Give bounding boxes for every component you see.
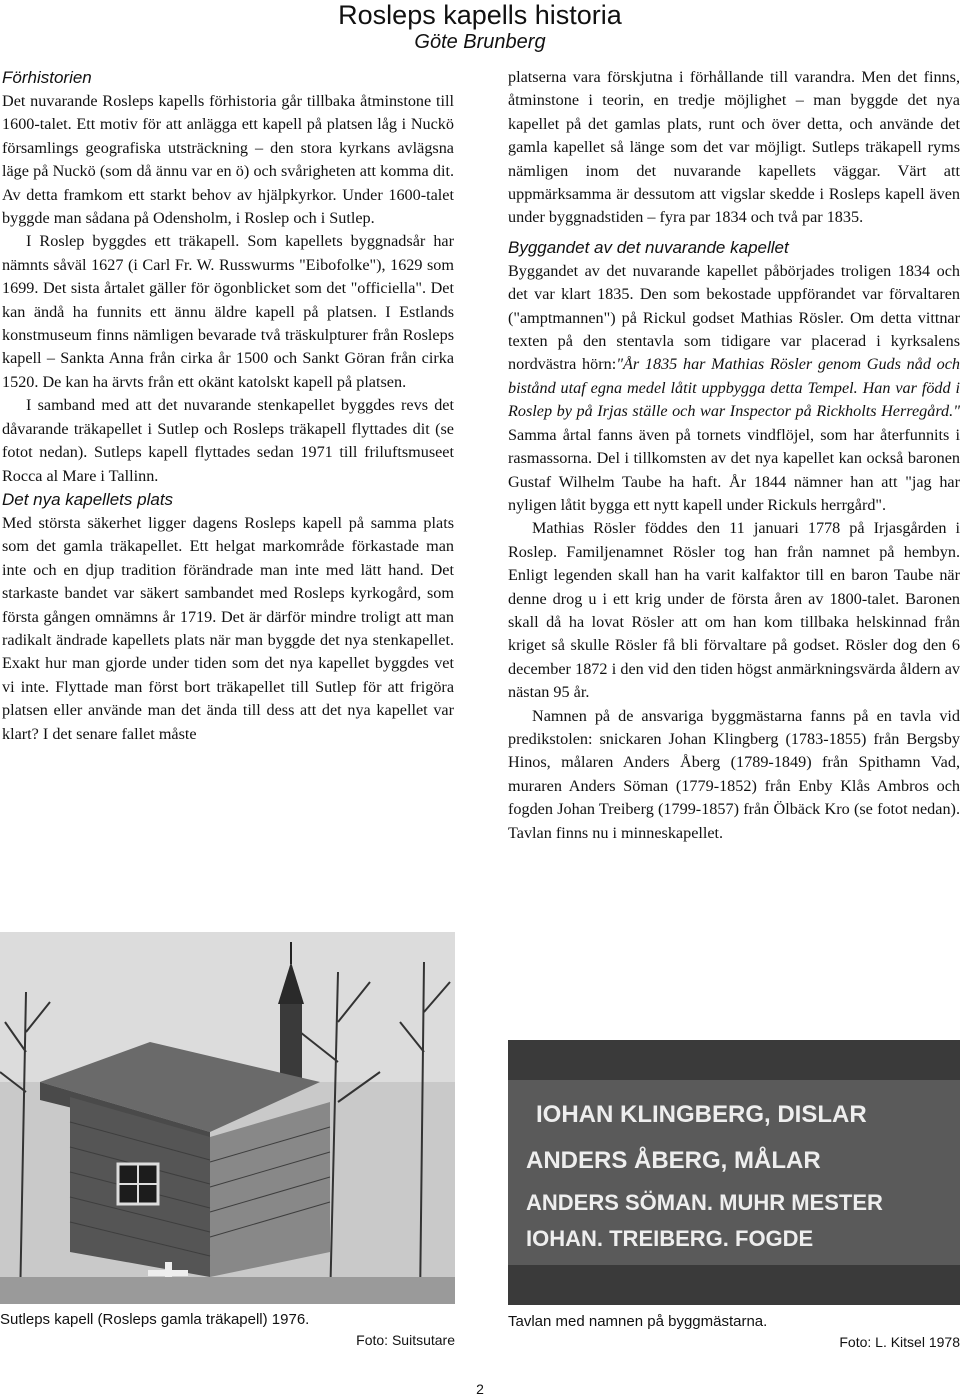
paragraph-text: Samma årtal fanns även på tornets vindflöjel, som har återfunnits i rasmassorna. Del i tillkomsten av det nya kapellet kan också baronen Gustaf Wilhelm Taube ha haft. År 1844 nämner han att "jag har nyligen låtit bygga ett nytt kapell under Rickuls herrgård". [508,425,960,514]
page-number: 2 [476,1381,484,1397]
photo-left-credit: Foto: Suitsutare [356,1332,455,1348]
page-header [0,0,960,54]
plaque-photo [508,1040,960,1305]
photo-right-caption: Tavlan med namnen på byggmästarna. [508,1313,768,1330]
photo-right-credit: Foto: L. Kitsel 1978 [839,1334,960,1350]
paragraph: Mathias Rösler föddes den 11 januari 1778 på Irjasgården i Roslep. Familjenamnet Rösler tog han från namnet på hembyn. Enligt legenden skall han ha varit kalfaktor till en baron Taube när denne drog u i ett krig under de första åren av 1800-talet. Baronen skall då ha lovat Rösler att om han kom tillbaka helskinnad från kriget så skulle Rösler få bli förvaltare på godset. Rösler dog den 6 december 1872 i den vid den tiden högst anmärkningsvärda åldern av nästan 95 år. [508,519,960,702]
chapel-illustration [0,932,455,1304]
plaque-line-2: ANDERS ÅBERG, MÅLAR [526,1147,821,1174]
plaque-quote: "År 1835 har Mathias Rösler genom Guds nåd och bistånd utaf egna medel låtit uppbygga detta Tempel. Han var född i Roslep by på Irjas ställe och war Inspector på Rickholts Herregård." [508,355,960,421]
chapel-photo [0,932,455,1304]
plaque-illustration [508,1040,960,1305]
section-heading-forhistorien: Förhistorien [2,68,92,87]
plaque-line-4: IOHAN. TREIBERG. FOGDE [526,1226,814,1251]
paragraph: I Roslep byggdes ett träkapell. Som kapellets byggnadsår har nämnts såväl 1627 (i Carl Fr. W. Russwurms "Eibofolke"), 1629 som 1699. Det sista årtalet gäller för ögonblicket som det "officiella". Det kan ändå ha funnits ett ännu äldre kapell på platsen. I Estlands konstmuseum finns nämligen bevarade två träskulpturer från Rosleps kapell – Sankta Anna från cirka år 1500 och Sankt Göran från cirka 1520. De kan ha ärvts från ett okänt katolskt kapell på platsen. [2,232,454,391]
paragraph: Med största säkerhet ligger dagens Rosleps kapell på samma plats som det gamla träkapellet. Ett helgat markområde förkastade man inte och en djup tradition förändrade man inte med lätt hand. Det starkaste bandet var säkert sambandet med Rosleps kyrkogård, som första gången omnämns år 1719. Det är därför mindre troligt att man radikalt ändrade kapellets plats när man byggde det nya stenkapellet. Exakt hur man gjorde under tiden som det nya kapellet byggdes vet vi inte. Flyttade man först bort träkapellet till Sutlep för att frigöra platsen eller använde man det ända till dess att det nya kapellet var klart? I det senare fallet måste [2,513,454,743]
paragraph: I samband med att det nuvarande stenkapellet byggdes revs det dåvarande träkapellet i Sutlep och Rosleps träkapell flyttades dit (se fotot nedan). Sutleps kapell flyttades sedan 1971 till friluftsmuseet Rocca al Mare i Tallinn. [2,396,454,485]
plaque-line-1: IOHAN KLINGBERG, DISLAR [536,1101,867,1128]
paragraph: Det nuvarande Rosleps kapells förhistoria går tillbaka åtminstone till 1600-talet. Ett motiv för att anlägga ett kapell på platsen låg i Nuckö församlings geografiska utsträckning – den stora kyrkans avlägsna läge på Nuckö (som då ännu var en ö) och svårigheten att komma dit. Av detta framkom ett starkt behov av hjälpkyrkor. Under 1600-talet byggde man sådana på Odensholm, i Roslep och i Sutlep. [2,92,454,228]
paragraph: platserna vara förskjutna i förhållande till varandra. Men det finns, åtminstone i teorin, en tredje möjlighet – man byggde det nya kapellet på det gamlas plats, runt och över detta, och använde det gamla kapellet så länge som det var möjligt. Sutleps träkapell ryms nämligen inom det nuvarande kapellets väggar. Värt att uppmärksamma är dessutom att vigslar skedde i Rosleps kapell även under byggnadstiden – fyra par 1834 och två par 1835. [508,68,960,227]
left-column [2,66,454,746]
article-title: Rosleps kapells historia [338,0,622,30]
author-name: Göte Brunberg [414,31,546,53]
photo-left-caption: Sutleps kapell (Rosleps gamla träkapell) 1976. [0,1311,310,1328]
paragraph [508,260,960,517]
section-heading-byggandet: Byggandet av det nuvarande kapellet [508,237,789,257]
right-column [508,66,960,845]
paragraph-text: Byggandet av det nuvarande kapellet påbörjades troligen 1834 och det var klart 1835. Den som bekostade uppförandet var förvaltaren ("amptmannen") på Rickul godset Mathias Rösler. Om detta vittnar texten på den stentavla som tidigare var placerad i kyrksalens nordvästra hörn: [508,261,960,374]
section-heading-nya-kapellets-plats: Det nya kapellets plats [2,489,174,509]
plaque-line-3: ANDERS SÖMAN. MUHR MESTER [526,1190,883,1215]
paragraph: Namnen på de ansvariga byggmästarna fanns på en tavla vid predikstolen: snickaren Johan Klingberg (1783-1855) från Bergsby Hinos, målaren Anders Åberg (1789-1849) från Spithamn Vad, muraren Anders Söman (1779-1852) från Enby Klås Ambros och fogden Johan Treiberg (1799-1857) från Ölbäck Kro (se fotot nedan). Tavlan finns nu i minneskapellet. [508,706,960,842]
